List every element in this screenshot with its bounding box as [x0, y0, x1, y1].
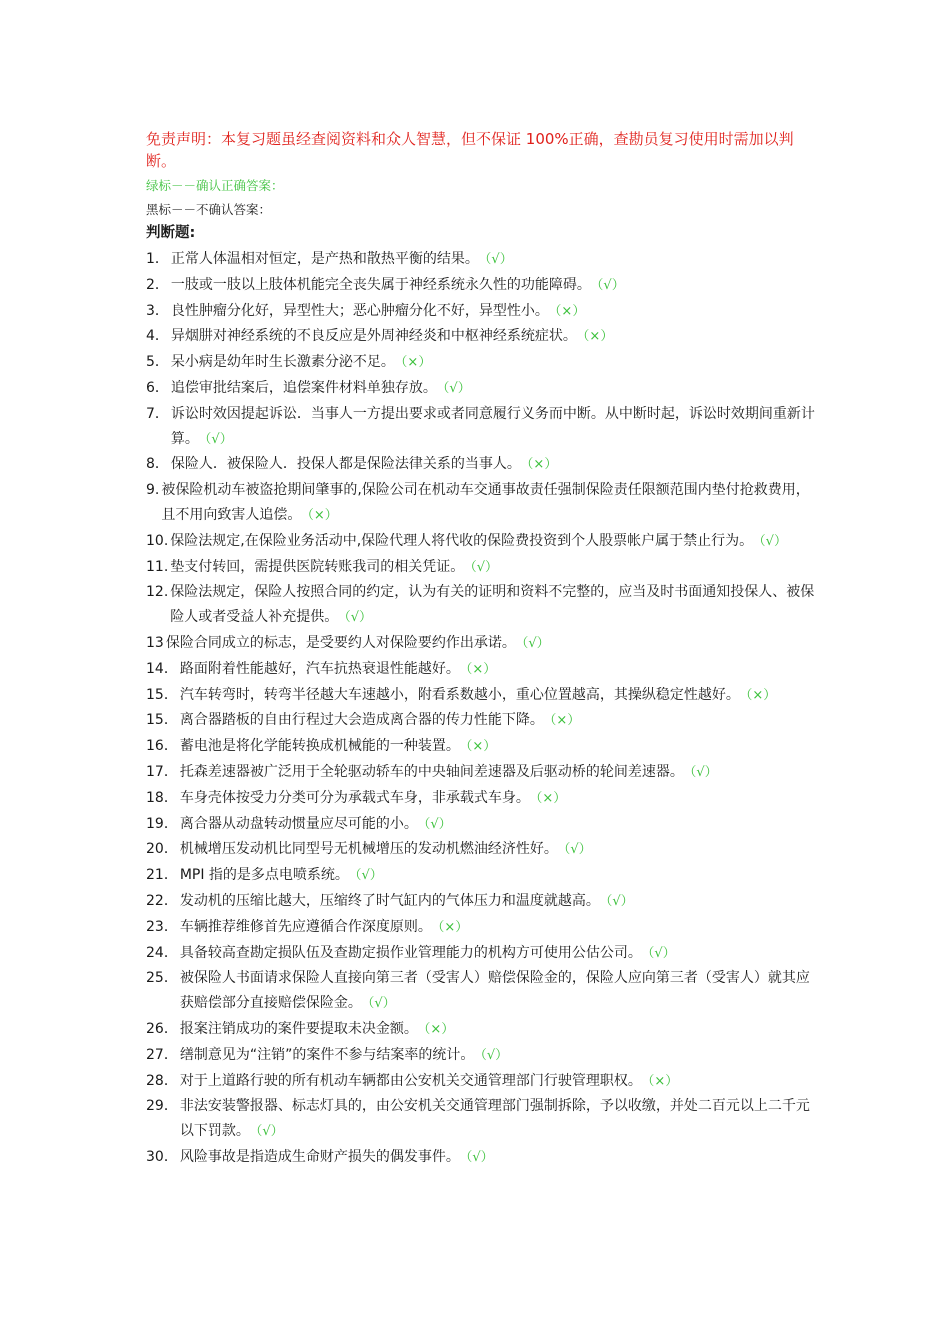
question-body — [169, 376, 816, 402]
question-item — [146, 402, 816, 453]
question-text: 机械增压发动机比同型号无机械增压的发动机燃油经济性好。 — [179, 841, 558, 858]
question-item — [146, 863, 816, 889]
question-body — [178, 966, 816, 1017]
question-text: 具备较高查勘定损队伍及查勘定损作业管理能力的机构方可使用公估公司。 — [179, 944, 642, 961]
question-item — [146, 1017, 816, 1043]
question-text: 一肢或一肢以上肢体机能完全丧失属于神经系统永久性的功能障碍。 — [170, 276, 591, 293]
question-body — [178, 734, 816, 760]
question-text: 非法安装警报器、标志灯具的，由公安机关交通管理部门强制拆除，予以收缴，并处二百元以上二千元以下罚款。 — [179, 1098, 810, 1140]
question-item — [146, 299, 816, 325]
question-text: 诉讼时效因提起诉讼．当事人一方提出要求或者同意履行义务而中断。从中断时起，诉讼时效期间重新计算。 — [170, 405, 815, 447]
question-text: 汽车转弯时，转弯半径越大车速越小，附看系数越小，重心位置越高，其操纵稳定性越好。 — [179, 686, 740, 703]
question-number: 8． — [146, 456, 169, 473]
disclaimer-text: 免责声明：本复习题虽经查阅资料和众人智慧，但不保证 100%正确，查勘员复习使用时需加以判断。 — [146, 130, 794, 170]
question-number: 24． — [146, 944, 178, 961]
question-item — [146, 452, 816, 478]
question-number: 25． — [146, 970, 178, 987]
answer-mark: （√） — [759, 533, 787, 549]
question-item — [146, 478, 816, 529]
answer-mark: （√） — [605, 893, 634, 909]
answer-mark: （×） — [745, 687, 777, 703]
question-body — [178, 812, 816, 838]
question-text: 离合器从动盘转动惯量应尽可能的小。 — [179, 815, 418, 832]
question-body — [169, 350, 816, 376]
question-text: 对于上道路行驶的所有机动车辆都由公安机关交通管理部门行驶管理职权。 — [179, 1072, 642, 1089]
question-text: 风险事故是指造成生命财产损失的偶发事件。 — [179, 1148, 460, 1165]
question-number: 7． — [146, 405, 169, 422]
answer-mark: （√） — [484, 252, 513, 267]
question-body — [178, 1094, 816, 1145]
question-text: 追偿审批结案后，追偿案件材料单独存放。 — [170, 379, 437, 396]
answer-mark: （√） — [470, 559, 499, 575]
question-body — [178, 1017, 816, 1043]
question-body — [178, 708, 816, 734]
question-number: 9. — [146, 482, 160, 499]
question-text: 蓄电池是将化学能转换成机械能的一种装置。 — [179, 738, 460, 755]
question-item — [146, 760, 816, 786]
question-body — [169, 273, 816, 299]
answer-mark: （√） — [465, 1149, 494, 1165]
question-body — [169, 402, 816, 453]
question-body — [178, 1145, 816, 1171]
question-body — [178, 760, 816, 786]
answer-mark: （×） — [535, 790, 567, 806]
question-number: 27． — [146, 1046, 178, 1063]
answer-mark: （√） — [563, 842, 592, 858]
question-text: 被保险机动车被盗抢期间肇事的,保险公司在机动车交通事故责任强制保险责任限额范围内垫付抢救费用，且不用向致害人追偿。 — [161, 482, 810, 523]
question-item — [146, 966, 816, 1017]
question-text: 缮制意见为“注销”的案件不参与结案率的统计。 — [179, 1046, 475, 1063]
question-item — [146, 786, 816, 812]
answer-mark: （√） — [255, 1124, 284, 1140]
question-number: 4． — [146, 328, 169, 345]
question-item — [146, 1094, 816, 1145]
question-number: 15． — [146, 686, 178, 703]
question-body — [178, 915, 816, 941]
question-item — [146, 915, 816, 941]
answer-mark: （×） — [647, 1073, 679, 1089]
question-body — [178, 863, 816, 889]
question-item — [146, 683, 816, 709]
question-number: 14． — [146, 660, 178, 677]
question-number: 21． — [146, 867, 178, 884]
question-body — [178, 1069, 816, 1095]
question-item — [146, 837, 816, 863]
answer-mark: （√） — [344, 610, 373, 626]
answer-mark: （×） — [526, 457, 558, 473]
question-body — [164, 631, 816, 657]
question-number: 29． — [146, 1098, 178, 1115]
section-title: 判断题: — [146, 225, 196, 241]
question-item — [146, 889, 816, 915]
question-number: 5． — [146, 354, 169, 371]
answer-mark: （√） — [423, 816, 452, 832]
question-text: 车身壳体按受力分类可分为承载式车身，非承载式车身。 — [179, 789, 530, 806]
question-number: 10. — [146, 532, 169, 549]
question-text: 垫支付转回，需提供医院转账我司的相关凭证。 — [170, 558, 465, 575]
question-text: 保险法规定，保险人按照合同的约定，认为有关的证明和资料不完整的，应当及时书面通知投保人、被保险人或者受益人补充提供。 — [170, 584, 815, 626]
document-page — [146, 128, 816, 1171]
answer-mark: （×） — [465, 661, 497, 677]
question-number: 3． — [146, 302, 169, 319]
question-number: 6． — [146, 379, 169, 396]
question-body — [168, 529, 816, 555]
question-text: 良性肿瘤分化好，异型性大；恶心肿瘤分化不好，异型性小。 — [170, 302, 549, 319]
question-text: 发动机的压缩比越大，压缩终了时气缸内的气体压力和温度就越高。 — [179, 892, 600, 909]
question-number: 22． — [146, 892, 178, 909]
question-item — [146, 529, 816, 555]
question-text: 保险法规定,在保险业务活动中,保险代理人将代收的保险费投资到个人股票帐户属于禁止行为。 — [170, 532, 754, 549]
question-text: MPI 指的是多点电喷系统。 — [179, 867, 349, 884]
answer-mark: （√） — [480, 1047, 509, 1063]
question-number: 20． — [146, 841, 178, 858]
question-number: 15． — [146, 712, 178, 729]
question-list — [146, 247, 816, 1171]
question-item — [146, 812, 816, 838]
question-text: 异烟肼对神经系统的不良反应是外周神经炎和中枢神经系统症状。 — [170, 328, 577, 345]
question-body — [178, 889, 816, 915]
answer-mark: （√） — [354, 868, 383, 884]
question-body — [159, 478, 816, 529]
question-item — [146, 376, 816, 402]
question-body — [169, 247, 816, 273]
question-text: 正常人体温相对恒定，是产热和散热平衡的结果。 — [170, 251, 479, 267]
answer-mark: （√） — [689, 764, 718, 780]
question-body — [178, 657, 816, 683]
answer-mark: （×） — [307, 507, 338, 523]
question-item — [146, 1069, 816, 1095]
question-item — [146, 273, 816, 299]
question-number: 23． — [146, 918, 178, 935]
question-number: 12. — [146, 584, 169, 601]
question-number: 16． — [146, 738, 178, 755]
question-text: 托森差速器被广泛用于全轮驱动轿车的中央轴间差速器及后驱动桥的轮间差速器。 — [179, 763, 684, 780]
question-number: 13 — [146, 634, 164, 651]
question-number: 30． — [146, 1148, 178, 1165]
question-text: 保险人．被保险人．投保人都是保险法律关系的当事人。 — [170, 456, 521, 473]
question-body — [169, 299, 816, 325]
question-text: 呆小病是幼年时生长激素分泌不足。 — [170, 354, 395, 371]
question-number: 28． — [146, 1072, 178, 1089]
green-legend-note: 绿标－－确认正确答案： — [146, 178, 284, 193]
question-item — [146, 324, 816, 350]
question-item — [146, 350, 816, 376]
answer-mark: （√） — [521, 635, 550, 651]
question-item — [146, 247, 816, 273]
question-body — [169, 324, 816, 350]
answer-mark: （×） — [400, 355, 432, 371]
question-text: 路面附着性能越好，汽车抗热衰退性能越好。 — [179, 660, 460, 677]
question-item — [146, 657, 816, 683]
question-item — [146, 1043, 816, 1069]
question-item — [146, 580, 816, 631]
question-item — [146, 734, 816, 760]
question-body — [168, 580, 816, 631]
question-body — [178, 683, 816, 709]
question-body — [178, 837, 816, 863]
answer-mark: （×） — [582, 329, 614, 345]
question-body — [168, 555, 816, 581]
question-text: 被保险人书面请求保险人直接向第三者（受害人）赔偿保险金的，保险人应向第三者（受害人）就其应获赔偿部分直接赔偿保险金。 — [179, 970, 810, 1012]
answer-mark: （×） — [437, 919, 469, 935]
question-number: 11. — [146, 558, 169, 575]
answer-mark: （√） — [367, 996, 396, 1012]
question-number: 2． — [146, 276, 169, 293]
question-text: 报案注销成功的案件要提取未决金额。 — [179, 1020, 418, 1037]
black-legend-note: 黑标－－不确认答案： — [146, 202, 272, 217]
answer-mark: （×） — [423, 1021, 455, 1037]
question-number: 17． — [146, 763, 178, 780]
question-text: 离合器踏板的自由行程过大会造成离合器的传力性能下降。 — [179, 712, 544, 729]
answer-mark: （√） — [204, 431, 233, 447]
question-text: 保险合同成立的标志，是受要约人对保险要约作出承诺。 — [165, 634, 516, 651]
answer-mark: （√） — [442, 380, 471, 396]
answer-mark: （×） — [465, 739, 497, 755]
question-item — [146, 708, 816, 734]
question-number: 1． — [146, 251, 169, 267]
question-body — [169, 452, 816, 478]
question-item — [146, 555, 816, 581]
question-number: 26． — [146, 1020, 178, 1037]
question-number: 19． — [146, 815, 178, 832]
answer-mark: （×） — [549, 713, 581, 729]
question-body — [178, 786, 816, 812]
answer-mark: （×） — [554, 303, 586, 319]
answer-mark: （√） — [596, 277, 625, 293]
question-body — [178, 941, 816, 967]
question-item — [146, 1145, 816, 1171]
question-item — [146, 941, 816, 967]
question-item — [146, 631, 816, 657]
question-body — [178, 1043, 816, 1069]
answer-mark: （√） — [647, 945, 676, 961]
question-number: 18． — [146, 789, 178, 806]
question-text: 车辆推荐维修首先应遵循合作深度原则。 — [179, 918, 432, 935]
